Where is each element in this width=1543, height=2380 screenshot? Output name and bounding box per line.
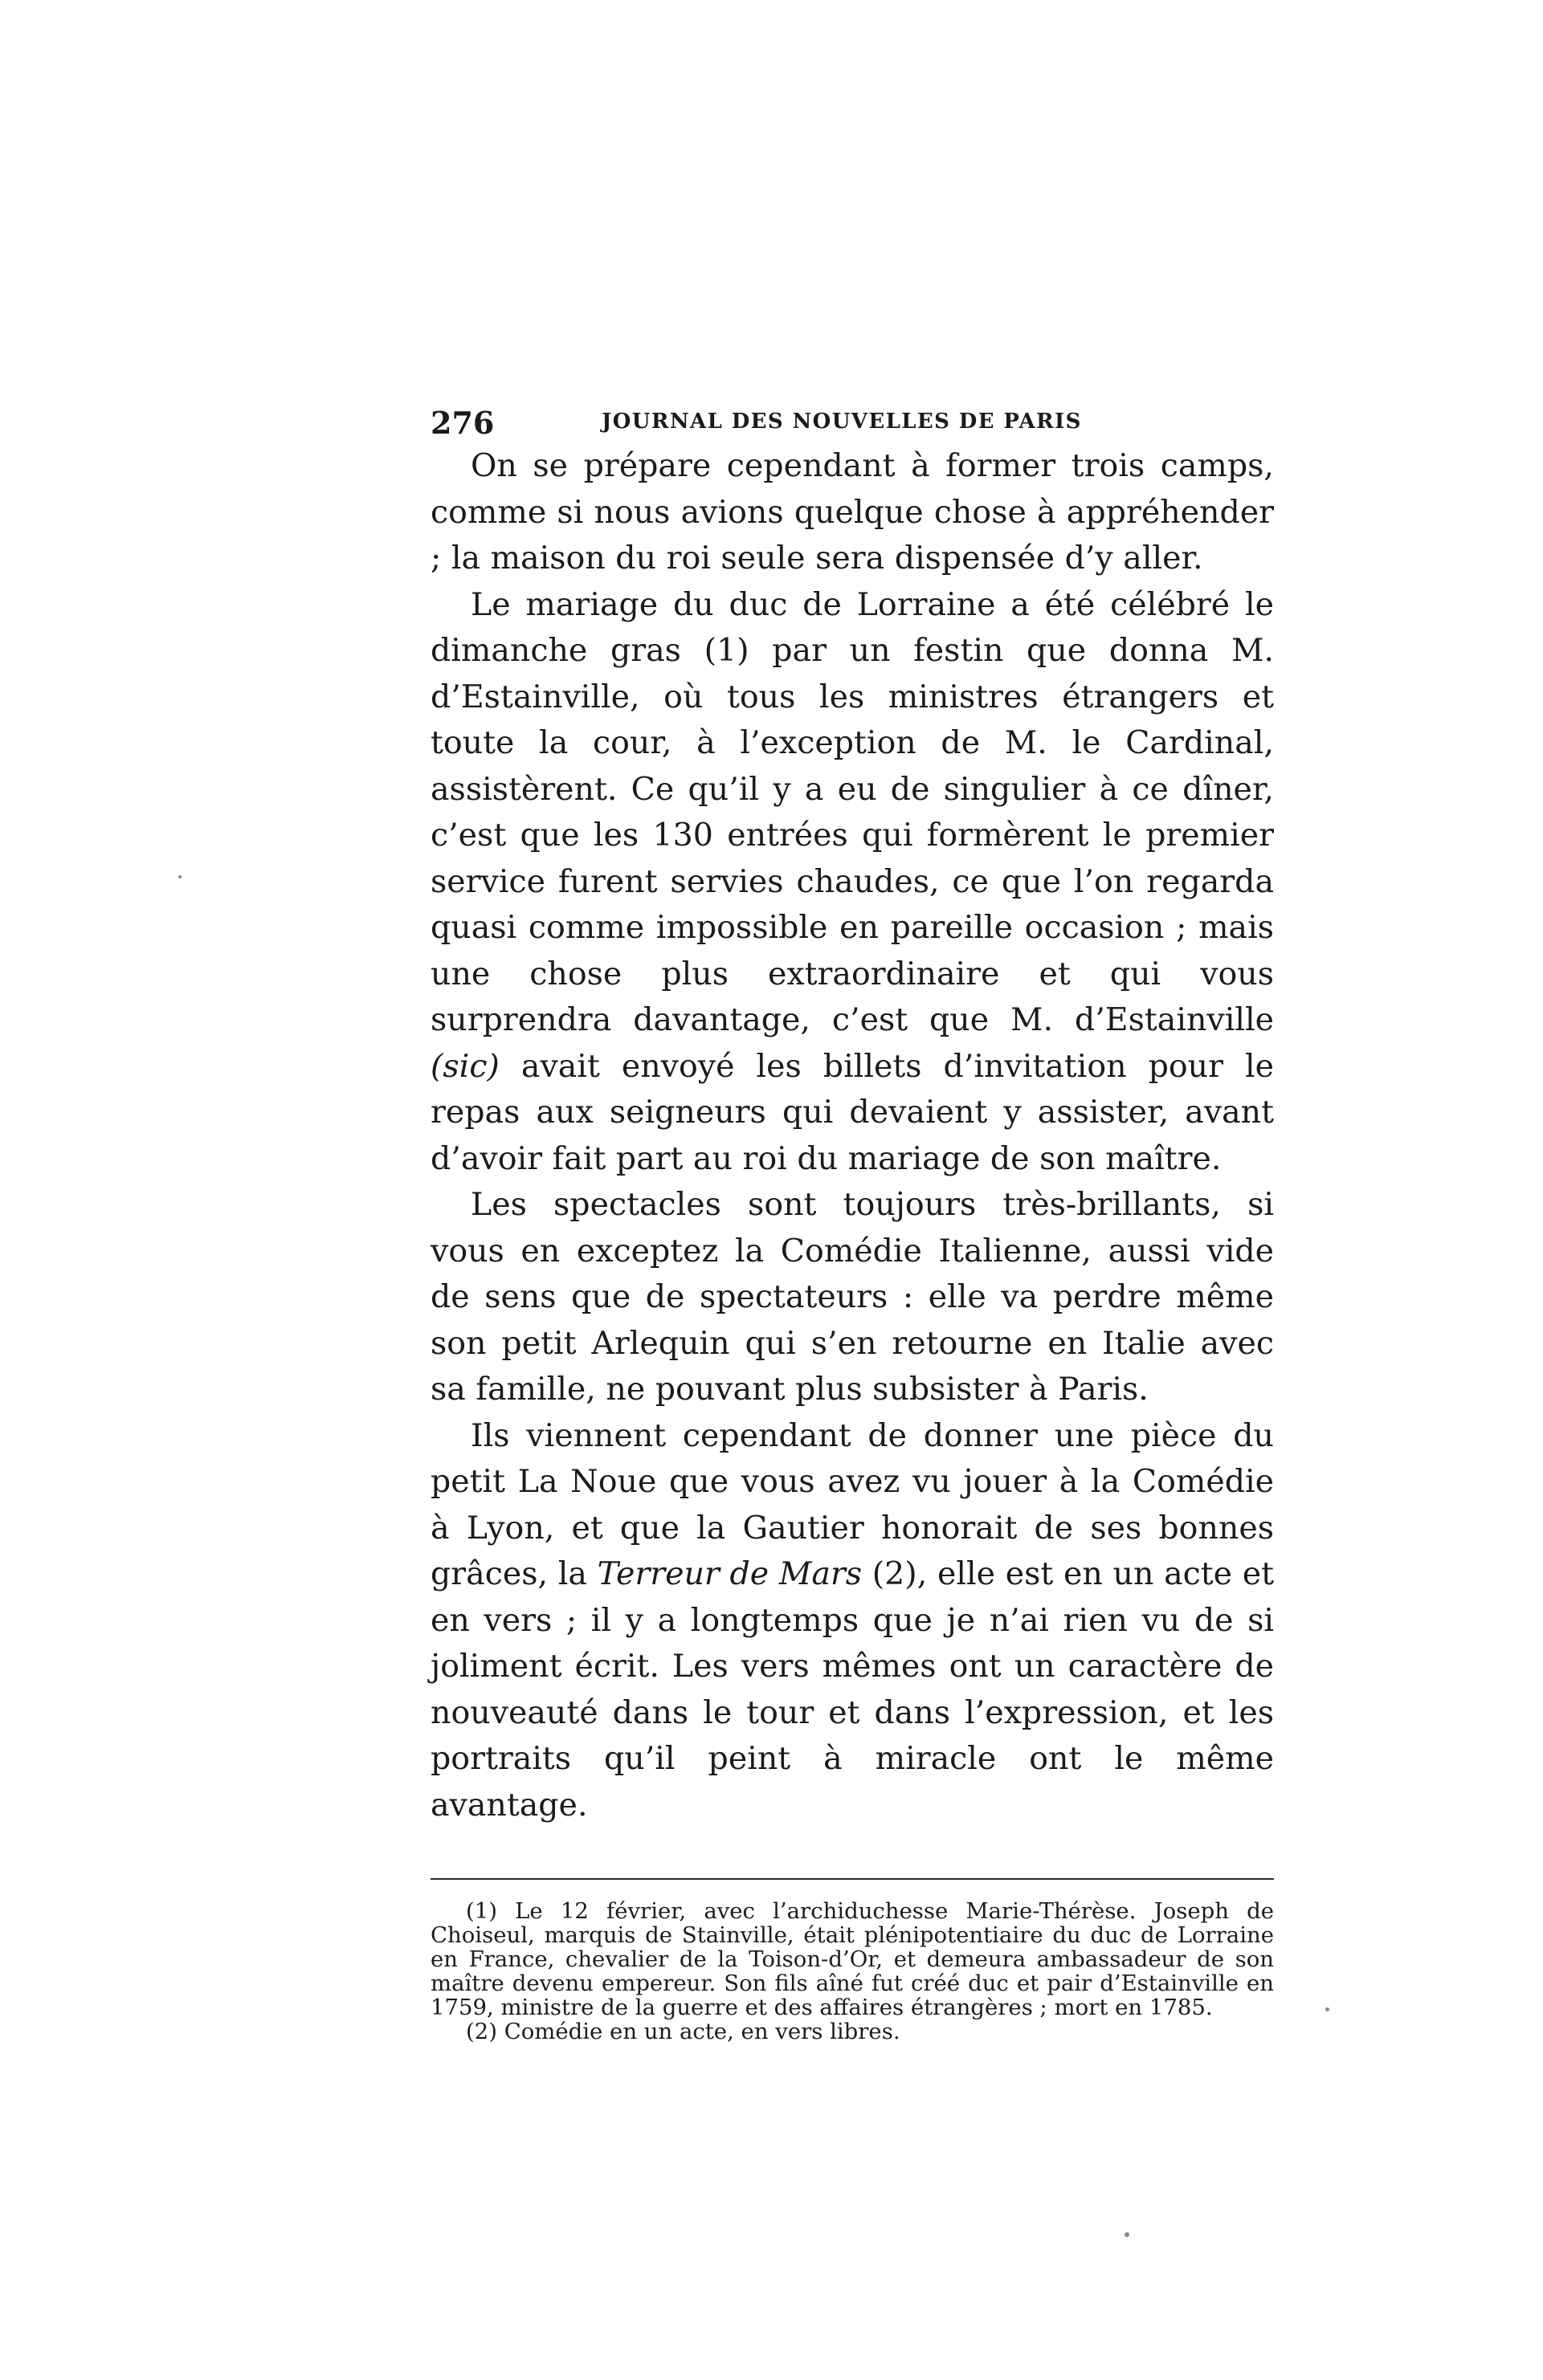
footnotes <box>431 1899 1274 2044</box>
running-head <box>431 393 1274 442</box>
scan-speck <box>1125 2232 1129 2237</box>
text-run: On se prépare cependant à former trois camps, comme si nous avions quelque chose à appréhender ; la maison du roi seule sera dispensée d’y aller. <box>431 447 1274 577</box>
footnote: (1) Le 12 février, avec l’archiduchesse Marie-Thérèse. Joseph de Choiseul, marquis de Stainville, était plénipotentiaire du duc de Lorraine en France, chevalier de la Toison-d’Or, et demeura ambassadeur de son maître devenu empereur. Son fils aîné fut créé duc et pair d’Estainville en 1759, ministre de la guerre et des affaires étrangères ; mort en 1785. <box>431 1898 1274 2020</box>
body-text <box>431 443 1274 1828</box>
paragraph <box>431 443 1274 582</box>
paragraph <box>431 1182 1274 1413</box>
paragraph <box>431 582 1274 1183</box>
text-run: (2), elle est en un acte et en vers ; il y a longtemps que je n’ai rien vu de si joliment écrit. Les vers mêmes ont un caractère de nouveauté dans le tour et dans l’expression, et les portraits qu’il peint à miracle ont le même avantage. <box>431 1555 1274 1824</box>
footnote-divider <box>431 1878 1274 1880</box>
text-run: Les spectacles sont toujours très-brillants, si vous en exceptez la Comédie Italienne, aussi vide de sens que de spectateurs : elle va perdre même son petit Arlequin qui s’en retourne en Italie avec sa famille, ne pouvant plus subsister à Paris. <box>431 1186 1274 1408</box>
page-number: 276 <box>431 405 495 441</box>
text-run: avait envoyé les billets d’invitation pour le repas aux seigneurs qui devaient y assister, avant d’avoir fait part au roi du mariage de son maître. <box>431 1047 1274 1177</box>
book-page <box>431 393 1274 2044</box>
text-run: Le mariage du duc de Lorraine a été célébré le dimanche gras (1) par un festin que donna M. d’Estainville, où tous les ministres étrangers et toute la cour, à l’exception de M. le Cardinal, assistèrent. Ce qu’il y a eu de singulier à ce dîner, c’est que les 130 entrées qui formèrent le premier service furent servies chaudes, ce que l’on regarda quasi comme impossible en pareille occasion ; mais une chose plus extraordinaire et qui vous surprendra davantage, c’est que M. d’Estainville <box>431 585 1274 1038</box>
running-title: JOURNAL DES NOUVELLES DE PARIS <box>602 410 1082 434</box>
scan-speck <box>1325 2007 1329 2011</box>
paragraph <box>431 1413 1274 1829</box>
scan-speck <box>178 875 182 878</box>
footnote: (2) Comédie en un acte, en vers libres. <box>466 2019 900 2044</box>
italic-text: (sic) <box>431 1047 500 1085</box>
text-run: Ils viennent cependant de donner une pièce du petit La Noue que vous avez vu jouer à la Comédie à Lyon, et que la Gautier honorait de ses bonnes grâces, la <box>431 1416 1274 1592</box>
italic-text: Terreur de Mars <box>597 1555 863 1592</box>
